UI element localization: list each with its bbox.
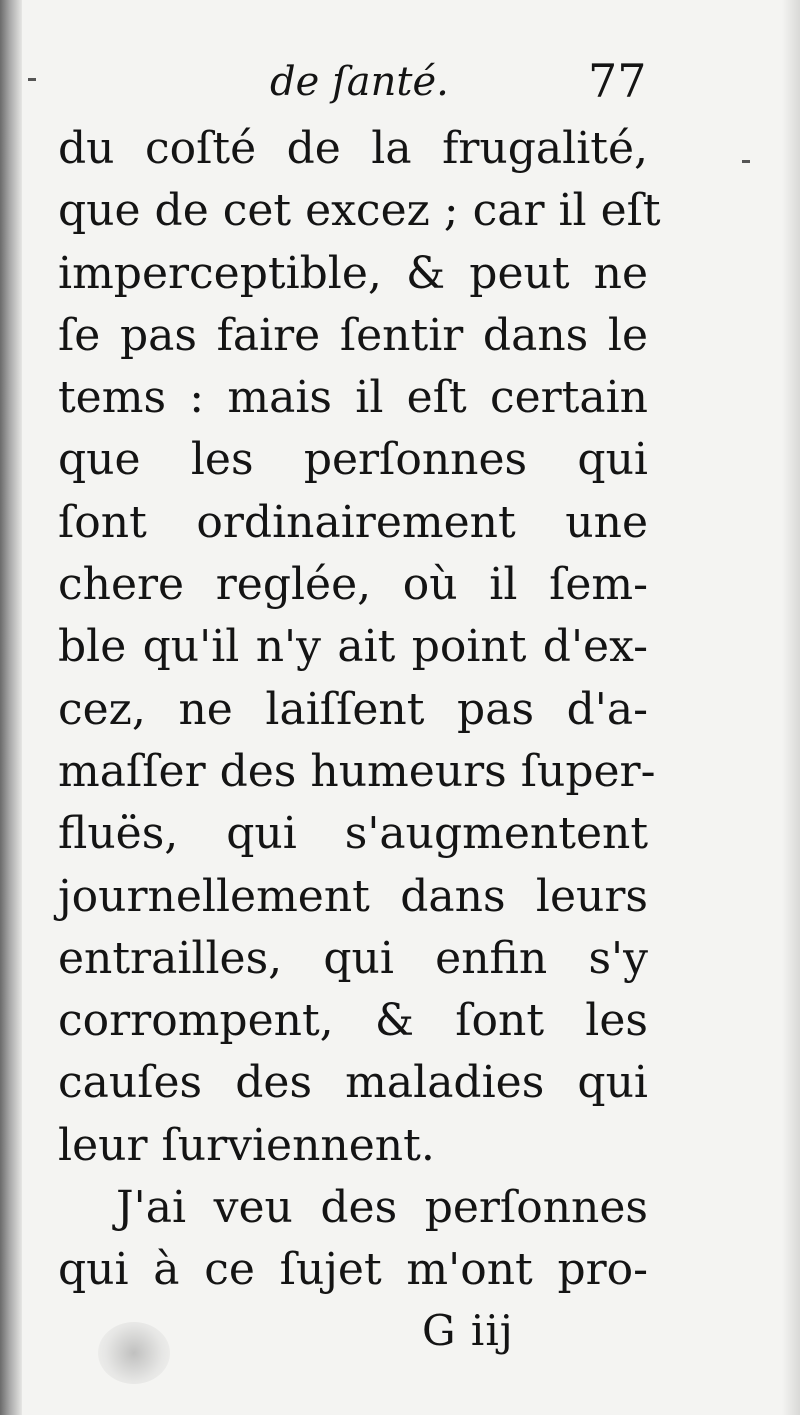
signature-mark: G iij [422,1306,514,1355]
text-line: cauſes des maladies qui [58,1057,648,1109]
text-line: imperceptible, & peut ne [58,247,648,299]
body-text [58,118,661,1302]
text-line: ſe pas faire ſentir dans le [58,309,648,361]
text-line: du coſté de la frugalité, [58,123,648,174]
text-line: que de cet excez ; car il eſt [58,185,661,237]
text-line: tems : mais il eſt certain [58,372,648,424]
text-line: ſont ordinairement une [58,496,648,548]
text-line: journellement dans leurs [58,870,648,922]
text-line: chere reglée, où il ſem- [58,559,648,611]
text-line: qui à ce ſujet m'ont pro- [58,1244,648,1296]
text-line: maſſer des humeurs ſuper- [58,745,656,797]
text-line: entrailles, qui enfin s'y [58,932,648,984]
text-line: fluës, qui s'augmentent [58,808,648,860]
page-number: 77 [588,54,647,108]
paragraph-start-line: J'ai veu des perſonnes [116,1182,648,1234]
text-line: ble qu'il n'y ait point d'ex- [58,621,648,673]
text-line: corrompent, & ſont les [58,995,648,1047]
text-line: cez, ne laiſſent pas d'a- [58,683,648,735]
running-head: de ſanté. [270,59,449,105]
paragraph-end-line: leur ſurviennent. [58,1119,435,1171]
text-line: que les perſonnes qui [58,434,648,486]
